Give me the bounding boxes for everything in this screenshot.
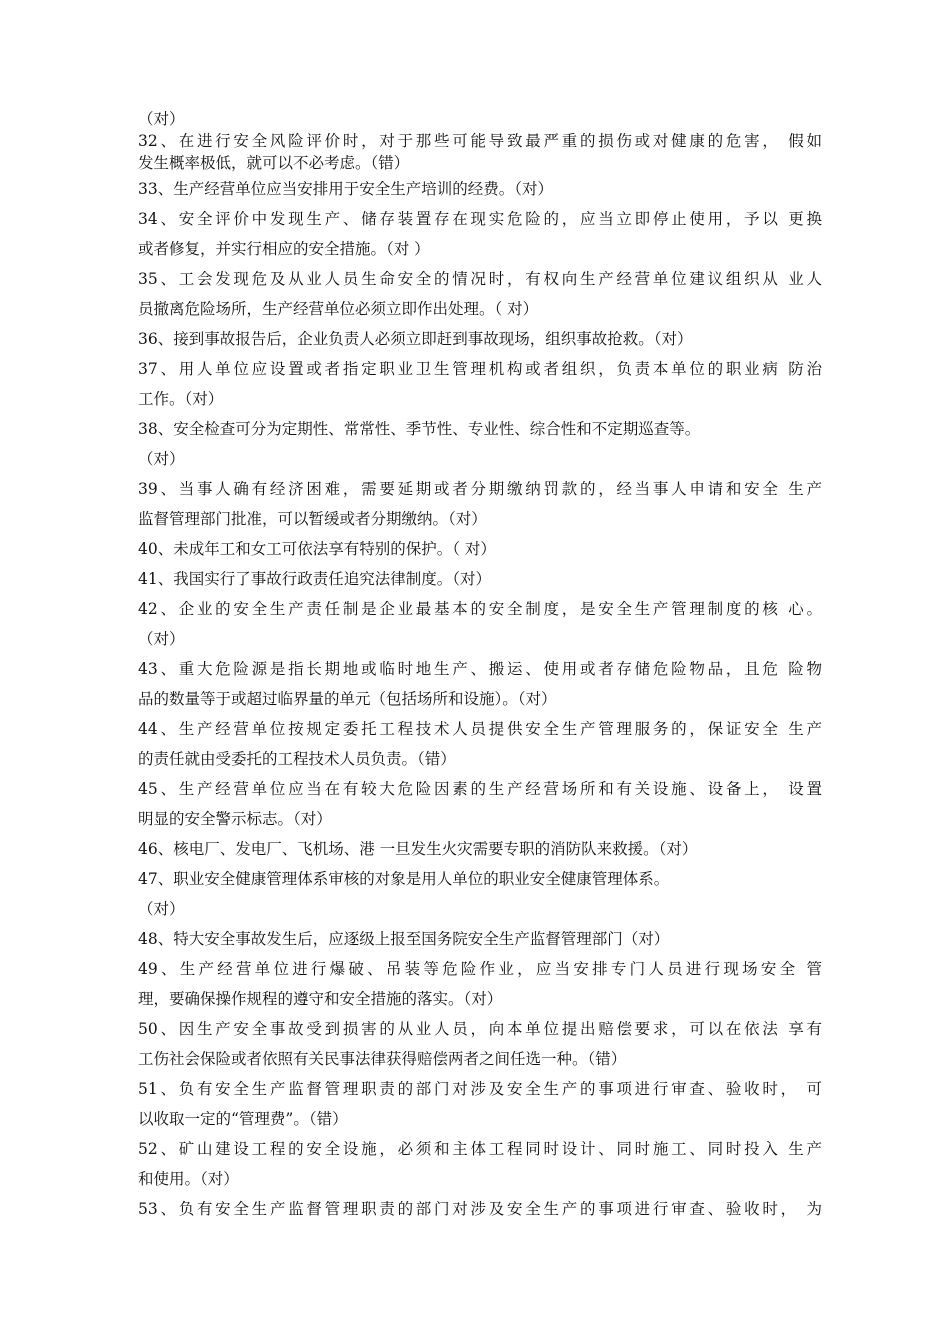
- text-line: 或者修复，并实行相应的安全措施。（对 ）: [138, 240, 430, 258]
- text-line: 39、当事人确有经济困难，需要延期或者分期缴纳罚款的，经当事人申请和安全 生产: [138, 480, 822, 498]
- text-line: 品的数量等于或超过临界量的单元（包括场所和设施）。（对）: [138, 690, 557, 708]
- text-line: （对）: [138, 900, 185, 918]
- text-line: （对）: [138, 110, 185, 128]
- text-line: 员撤离危险场所，生产经营单位必须立即作出处理。（ 对）: [138, 300, 539, 318]
- text-line: 33、生产经营单位应当安排用于安全生产培训的经费。（对）: [138, 180, 553, 198]
- text-line: 41、我国实行了事故行政责任追究法律制度。（对）: [138, 570, 491, 588]
- text-line: 工作。（对）: [138, 390, 224, 408]
- text-line: 32、在进行安全风险评价时，对于那些可能导致最严重的损伤或对健康的危害， 假如: [138, 132, 822, 150]
- text-line: 52、矿山建设工程的安全设施，必须和主体工程同时设计、同时施工、同时投入 生产: [138, 1140, 822, 1158]
- text-line: 37、用人单位应设置或者指定职业卫生管理机构或者组织，负责本单位的职业病 防治: [138, 360, 822, 378]
- text-line: （对）: [138, 450, 185, 468]
- text-line: 以收取一定的“管理费”。（错）: [138, 1110, 348, 1128]
- text-line: 49、生产经营单位进行爆破、吊装等危险作业，应当安排专门人员进行现场安全 管: [138, 960, 822, 978]
- text-line: 监督管理部门批准，可以暂缓或者分期缴纳。（对）: [138, 510, 487, 528]
- text-line: 42、企业的安全生产责任制是企业最基本的安全制度，是安全生产管理制度的核 心。: [138, 600, 822, 618]
- text-line: 38、安全检查可分为定期性、常常性、季节性、专业性、综合性和不定期巡查等。: [138, 420, 701, 438]
- text-line: 的责任就由受委托的工程技术人员负责。（错）: [138, 750, 456, 768]
- text-line: 和使用。（对）: [138, 1170, 239, 1188]
- text-line: 理，要确保操作规程的遵守和安全措施的落实。（对）: [138, 990, 503, 1008]
- text-line: 47、职业安全健康管理体系审核的对象是用人单位的职业安全健康管理体系。: [138, 870, 670, 888]
- text-line: 36、接到事故报告后，企业负责人必须立即赶到事故现场，组织事故抢救。（对）: [138, 330, 693, 348]
- text-line: 40、未成年工和女工可依法享有特别的保护。（ 对）: [138, 540, 496, 558]
- text-line: 44、生产经营单位按规定委托工程技术人员提供安全生产管理服务的，保证安全 生产: [138, 720, 822, 738]
- text-line: （对）: [138, 630, 185, 648]
- text-line: 46、核电厂、发电厂、飞机场、港 一旦发生火灾需要专职的消防队来救援。（对）: [138, 840, 698, 858]
- text-line: 明显的安全警示标志。（对）: [138, 810, 332, 828]
- text-line: 53、负有安全生产监督管理职责的部门对涉及安全生产的事项进行审查、验收时， 为: [138, 1200, 822, 1218]
- text-line: 51、负有安全生产监督管理职责的部门对涉及安全生产的事项进行审查、验收时， 可: [138, 1080, 822, 1098]
- text-line: 48、特大安全事故发生后，应逐级上报至国务院安全生产监督管理部门（对）: [138, 930, 670, 948]
- text-line: 34、安全评价中发现生产、储存装置存在现实危险的，应当立即停止使用，予以 更换: [138, 210, 822, 228]
- text-line: 43、重大危险源是指长期地或临时地生产、搬运、使用或者存储危险物品，且危 险物: [138, 660, 822, 678]
- text-line: 45、生产经营单位应当在有较大危险因素的生产经营场所和有关设施、设备上， 设置: [138, 780, 822, 798]
- text-line: 35、工会发现危及从业人员生命安全的情况时，有权向生产经营单位建议组织从 业人: [138, 270, 822, 288]
- text-line: 工伤社会保险或者依照有关民事法律获得赔偿两者之间任选一种。（错）: [138, 1050, 627, 1068]
- document-page: [138, 108, 822, 1224]
- text-line: 发生概率极低，就可以不必考虑。（错）: [138, 154, 410, 172]
- text-line: 50、因生产安全事故受到损害的从业人员，向本单位提出赔偿要求，可以在依法 享有: [138, 1020, 822, 1038]
